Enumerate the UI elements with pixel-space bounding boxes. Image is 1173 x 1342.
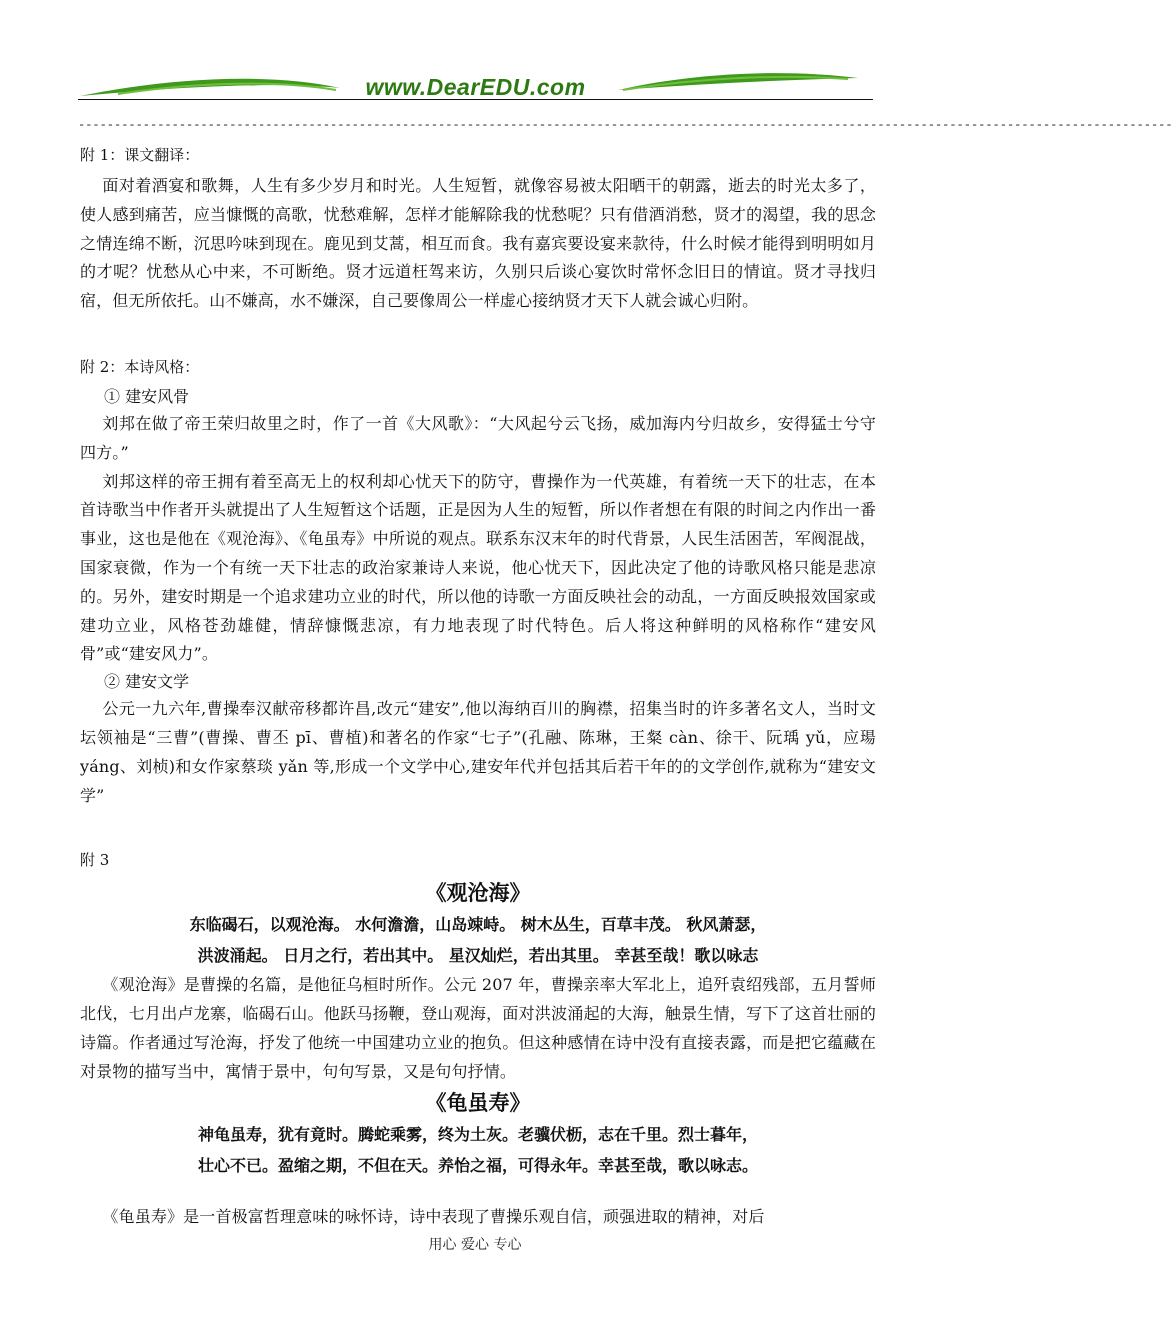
dafengge-paragraph: 刘邦在做了帝王荣归故里之时，作了一首《大风歌》：“大风起兮云飞扬，威加海内兮归故乡，安得猛士兮守四方。” bbox=[80, 413, 876, 462]
appendix2-label: 附 2：本诗风格： bbox=[80, 357, 200, 376]
section-jianan-fenggu: ① 建安风骨 bbox=[104, 386, 190, 406]
poem-title-guancanghai: 《观沧海》 bbox=[425, 880, 531, 906]
guancanghai-commentary: 《观沧海》是曹操的名篇，是他征乌桓时所作。公元 207 年，曹操亲率大军北上，追歼袁绍残部，五月誓师北伐，七月出卢龙寨，临碣石山。他跃马扬鞭，登山观海，面对洪波涌起的大海，触景生情，写下了这首壮丽的诗篇。作者通过写沧海，抒发了他统一中国建功立业的抱负。但这种感情在诗中没有直接表露，而是把它蕴藏在对景物的描写当中，寓情于景中，句句写景，又是句句抒情。 bbox=[80, 975, 876, 1081]
appendix1-label: 附 1：课文翻译： bbox=[80, 146, 200, 164]
dashed-separator: -------------------------------------------------------------------------------------------------------------------------------------------------------- bbox=[78, 118, 1173, 132]
poem-line: 壮心不已。盈缩之期，不但在天。养怡之福，可得永年。幸甚至哉，歌以咏志。 bbox=[197, 1155, 758, 1175]
header-divider bbox=[78, 99, 873, 100]
section-jianan-wenxue: ② 建安文学 bbox=[104, 672, 190, 692]
spacer bbox=[80, 316, 876, 352]
jianan-literature-paragraph: 公元一九六年,曹操奉汉献帝移都许昌,改元“建安”,他以海纳百川的胸襟，招集当时的许多著名文人，当时文坛领袖是“三曹”(曹操、曹丕 pī、曹植)和著名的作家“七子”(孔融、陈琳，王粲 càn、徐干、阮瑀 yǔ，应瑒 yáng、刘桢)和女作家蔡琰 yǎn 等,形成一个文学中心,建安年代并包括其后若干年的的文学创作,就称为“建安文学” bbox=[80, 699, 876, 805]
spacer bbox=[80, 810, 876, 845]
spacer bbox=[80, 1181, 876, 1203]
document-body bbox=[80, 140, 876, 1231]
site-logo-text[interactable]: www.DearEDU.com bbox=[365, 74, 586, 100]
poem-line: 神龟虽寿，犹有竟时。腾蛇乘雾，终为土灰。老骥伏枥，志在千里。烈士暮年， bbox=[197, 1124, 758, 1144]
site-header-banner bbox=[78, 58, 873, 102]
translation-paragraph: 面对着酒宴和歌舞，人生有多少岁月和时光。人生短暂，就像容易被太阳晒干的朝露，逝去的时光太多了，使人感到痛苦，应当慷慨的高歌，忧愁难解，怎样才能解除我的忧愁呢？只有借酒消愁，贤才的渴望，我的思念之情连绵不断，沉思吟味到现在。鹿见到艾蒿，相互而食。我有嘉宾要设宴来款待，什么时候才能得到明明如月的才呢？忧愁从心中来，不可断绝。贤才远道枉驾来访，久别只后谈心宴饮时常怀念旧日的情谊。贤才寻找归宿，但无所依托。山不嫌高，水不嫌深，自己要像周公一样虚心接纳贤才天下人就会诚心归附。 bbox=[80, 176, 876, 311]
page-footer: 用心 爱心 专心 bbox=[428, 1237, 522, 1253]
poem-line: 东临碣石，以观沧海。 水何澹澹，山岛竦峙。 树木丛生，百草丰茂。 秋风萧瑟， bbox=[189, 915, 767, 935]
style-paragraph: 刘邦这样的帝王拥有着至高无上的权利却心忧天下的防守，曹操作为一代英雄，有着统一天下的壮志，在本首诗歌当中作者开头就提出了人生短暂这个话题，正是因为人生的短暂，所以作者想在有限的时间之内作出一番事业，这也是他在《观沧海》、《龟虽寿》中所说的观点。联系东汉末年的时代背景，人民生活困苦，军阀混战，国家衰微，作为一个有统一天下壮志的政治家兼诗人来说，他心忧天下，因此决定了他的诗歌风格只能是悲凉的。另外，建安时期是一个追求建功立业的时代，所以他的诗歌一方面反映社会的动乱，一方面反映报效国家或建功立业，风格苍劲雄健，情辞慷慨悲凉，有力地表现了时代特色。后人将这种鲜明的风格称作“建安风骨”或“建安风力”。 bbox=[80, 471, 876, 664]
poem-line: 洪波涌起。 日月之行，若出其中。 星汉灿烂，若出其里。 幸甚至哉！歌以咏志 bbox=[197, 946, 759, 966]
appendix3-label: 附 3 bbox=[80, 851, 110, 870]
poem-title-guisuishou: 《龟虽寿》 bbox=[425, 1089, 531, 1115]
guisuishou-commentary: 《龟虽寿》是一首极富哲理意味的咏怀诗，诗中表现了曹操乐观自信，顽强进取的精神，对后 bbox=[102, 1206, 765, 1226]
